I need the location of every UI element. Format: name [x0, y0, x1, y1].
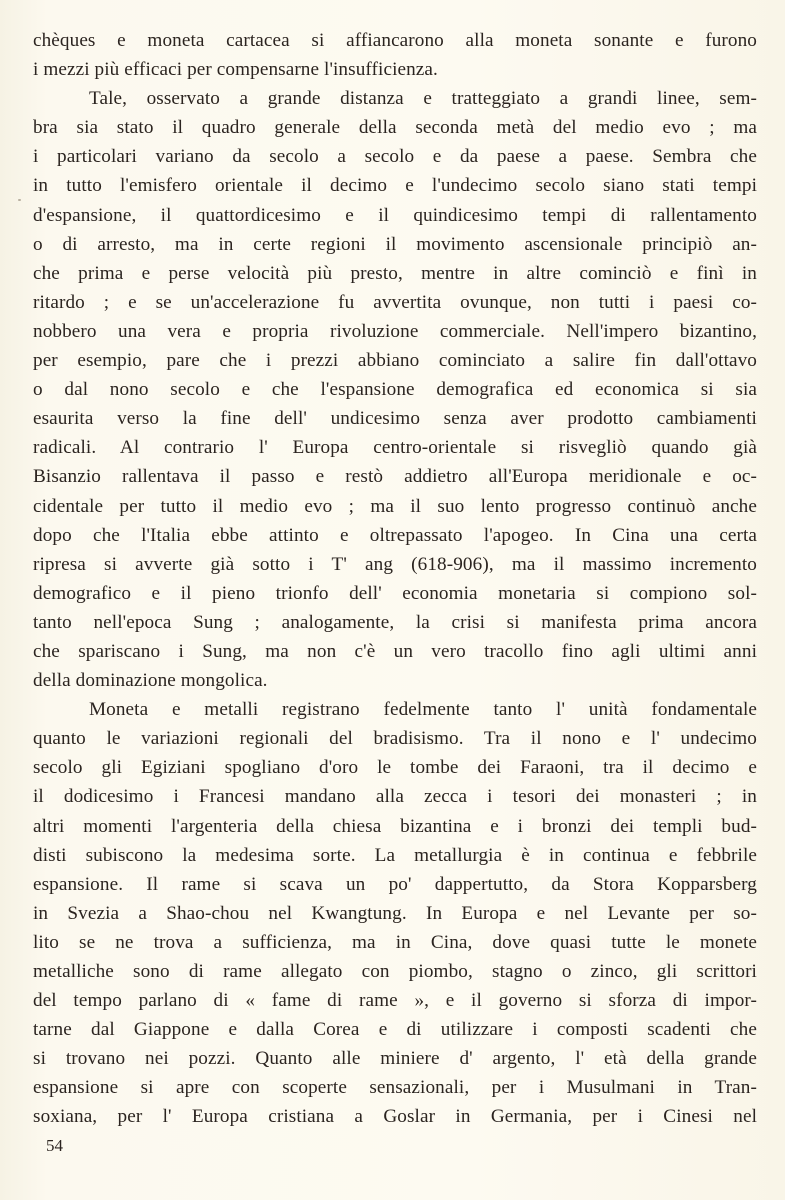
text-line: in tutto l'emisfero orientale il decimo e l'undecimo secolo siano stati tempi	[33, 175, 757, 197]
text-line: o di arresto, ma in certe regioni il movimento ascensionale principiò an-	[33, 233, 757, 255]
text-line: che prima e perse velocità più presto, mentre in altre cominciò e finì in	[33, 262, 757, 284]
text-line: il dodicesimo i Francesi mandano alla zecca i tesori dei monasteri ; in	[33, 786, 757, 808]
text-line: Moneta e metalli registrano fedelmente tanto l' unità fondamentale	[89, 699, 757, 721]
text-line: i particolari variano da secolo a secolo e da paese a paese. Sembra che	[33, 146, 757, 168]
text-line: metalliche sono di rame allegato con piombo, stagno o zinco, gli scrittori	[33, 961, 757, 982]
text-line: nobbero una vera e propria rivoluzione commerciale. Nell'impero bizantino,	[33, 320, 757, 342]
text-line: tarne dal Giappone e dalla Corea e di utilizzare i composti scadenti che	[33, 1019, 757, 1041]
text-line: espansione si apre con scoperte sensazionali, per i Musulmani in Tran-	[33, 1077, 757, 1099]
text-line: bra sia stato il quadro generale della seconda metà del medio evo ; ma	[33, 117, 757, 139]
text-line: Bisanzio rallentava il passo e restò addietro all'Europa meridionale e oc-	[33, 466, 757, 488]
text-line: ripresa si avverte già sotto i T' ang (618-906), ma il massimo incremento	[33, 553, 757, 575]
text-line: o dal nono secolo e che l'espansione demografica ed economica si sia	[33, 379, 757, 401]
text-line: altri momenti l'argenteria della chiesa bizantina e i bronzi dei templi bud-	[33, 815, 757, 837]
text-line: chèques e moneta cartacea si affiancarono alla moneta sonante e furono	[33, 30, 757, 51]
text-line: radicali. Al contrario l' Europa centro-orientale si risvegliò quando già	[33, 437, 757, 459]
text-line: in Svezia a Shao-chou nel Kwangtung. In Europa e nel Levante per so-	[33, 902, 757, 924]
text-line: secolo gli Egiziani spogliano d'oro le tombe dei Faraoni, tra il decimo e	[33, 757, 757, 779]
paragraph	[33, 26, 757, 84]
text-line: si trovano nei pozzi. Quanto alle miniere d' argento, l' età della grande	[33, 1048, 757, 1070]
text-line: esaurita verso la fine dell' undicesimo senza aver prodotto cambiamenti	[33, 408, 757, 430]
text-line: cidentale per tutto il medio evo ; ma il suo lento progresso continuò anche	[33, 495, 757, 517]
text-line: d'espansione, il quattordicesimo e il quindicesimo tempi di rallentamento	[33, 204, 757, 226]
text-line: che spariscano i Sung, ma non c'è un vero tracollo fino agli ultimi anni	[33, 640, 757, 662]
text-line: i mezzi più efficaci per compensarne l'insufficienza.	[33, 59, 438, 81]
text-line: espansione. Il rame si scava un po' dappertutto, da Stora Kopparsberg	[33, 873, 757, 895]
text-line: per esempio, pare che i prezzi abbiano cominciato a salire fin dall'ottavo	[33, 350, 757, 372]
text-line: quanto le variazioni regionali del bradisismo. Tra il nono e l' undecimo	[33, 728, 757, 750]
text-line: lito se ne trova a sufficienza, ma in Cina, dove quasi tutte le monete	[33, 931, 757, 953]
text-line: tanto nell'epoca Sung ; analogamente, la crisi si manifesta prima ancora	[33, 611, 757, 633]
text-line: dopo che l'Italia ebbe attinto e oltrepassato l'apogeo. In Cina una certa	[33, 524, 757, 546]
text-line: soxiana, per l' Europa cristiana a Goslar in Germania, per i Cinesi nel	[33, 1106, 757, 1128]
paragraph	[33, 695, 757, 1131]
paragraph	[33, 84, 757, 695]
text-line: Tale, osservato a grande distanza e tratteggiato a grandi linee, sem-	[89, 88, 757, 110]
paper-speck	[18, 199, 21, 201]
text-line: demografico e il pieno trionfo dell' economia monetaria si compiono sol-	[33, 582, 757, 604]
text-line: disti subiscono la medesima sorte. La metallurgia è in continua e febbrile	[33, 844, 757, 866]
page-number: 54	[46, 1136, 63, 1155]
body-text	[33, 26, 757, 1132]
text-line: del tempo parlano di « fame di rame », e il governo si sforza di impor-	[33, 990, 757, 1012]
text-line: ritardo ; e se un'accelerazione fu avvertita ovunque, non tutti i paesi co-	[33, 291, 757, 313]
text-line: della dominazione mongolica.	[33, 670, 268, 692]
